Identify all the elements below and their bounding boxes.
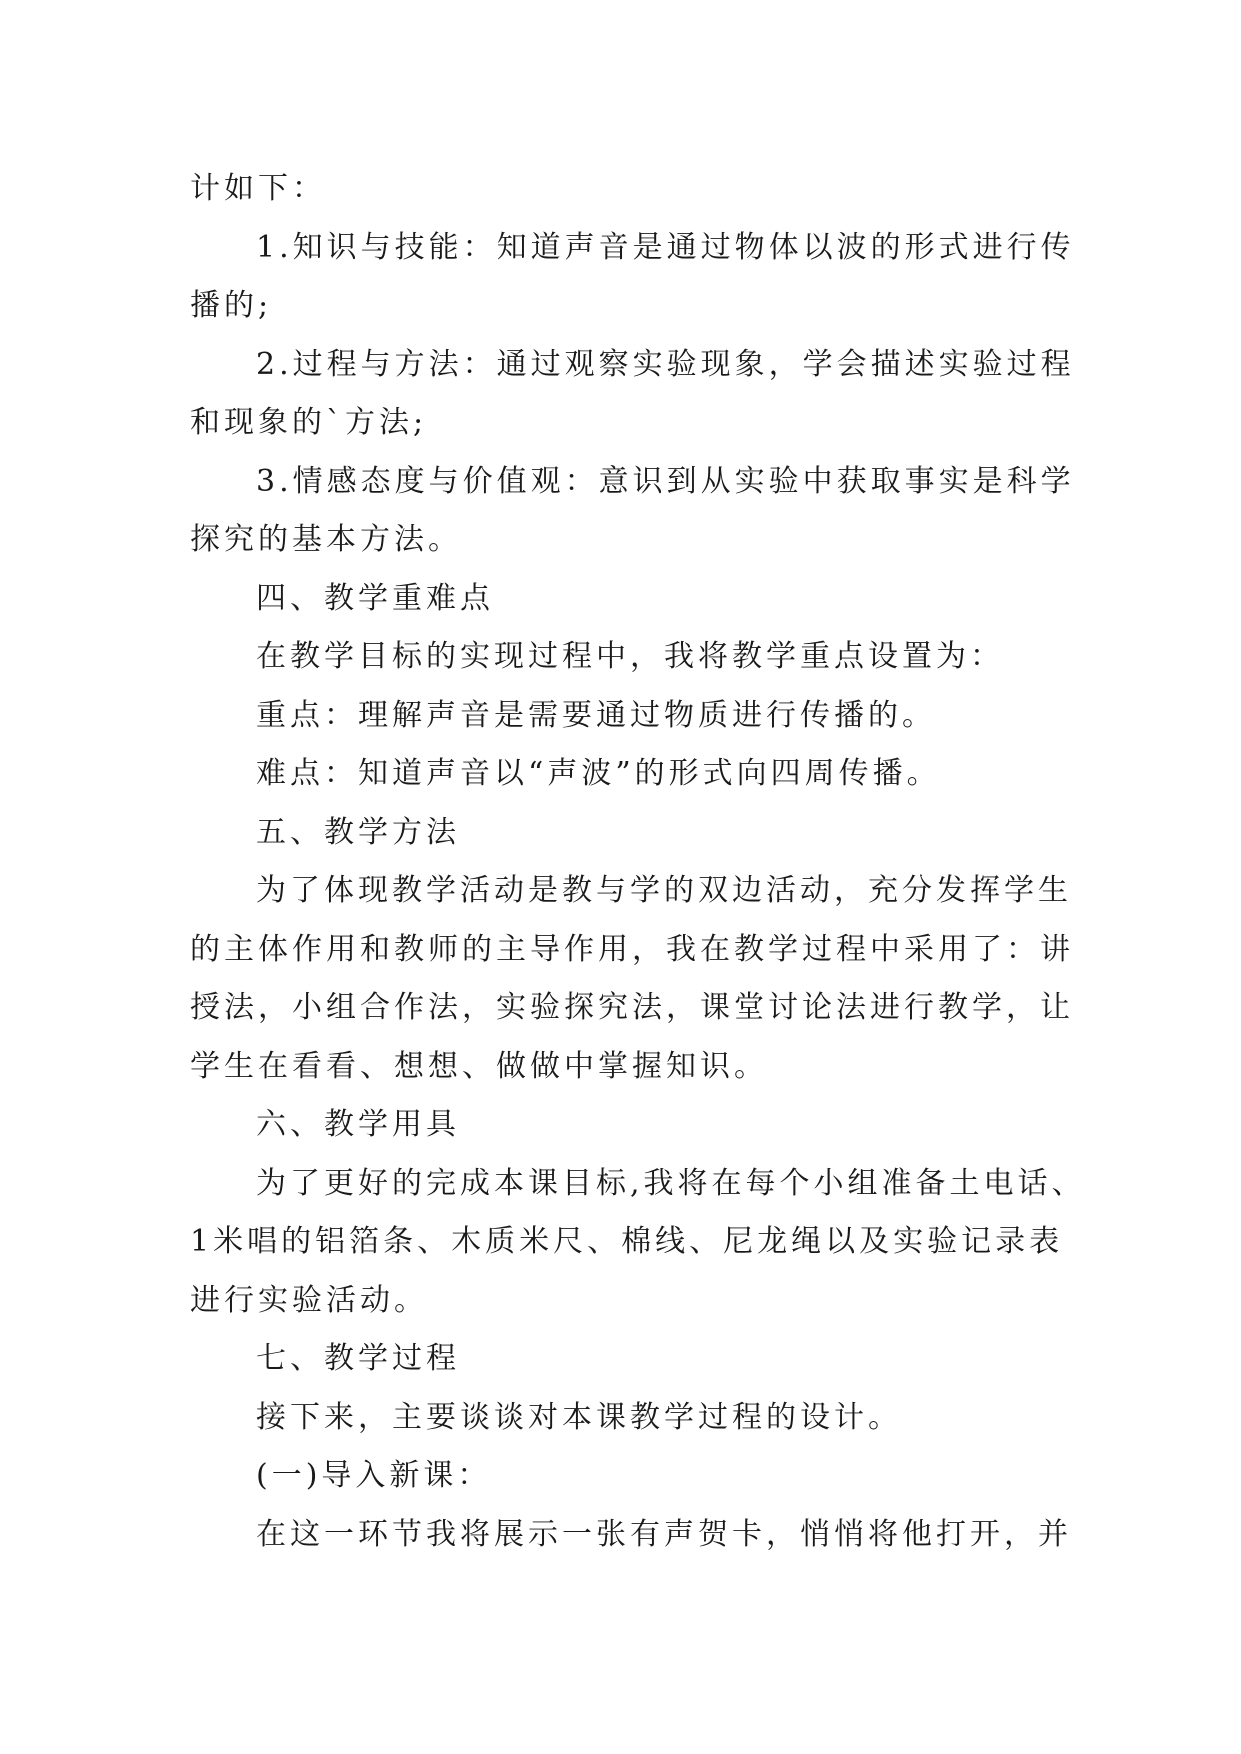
paragraph: 在这一环节我将展示一张有声贺卡，悄悄将他打开，并 [256, 1516, 1072, 1552]
text-line: 授法，小组合作法，实验探究法，课堂讨论法进行教学，让 [190, 990, 1074, 1025]
text-line: 计如下： [190, 171, 326, 206]
section-heading-process: 七、教学过程 [256, 1341, 460, 1376]
paragraph: 在教学目标的实现过程中，我将教学重点设置为： [256, 639, 1004, 674]
paragraph: 接下来，主要谈谈对本课教学过程的设计。 [256, 1399, 902, 1435]
text-line: 播的; [190, 288, 273, 323]
objective-process: 2.过程与方法：通过观察实验现象，学会描述实验过程 [256, 346, 1075, 382]
section-heading-key-points: 四、教学重难点 [256, 580, 494, 616]
objective-knowledge: 1.知识与技能：知道声音是通过物体以波的形式进行传 [256, 229, 1075, 265]
section-heading-methods: 五、教学方法 [256, 814, 460, 850]
text-line: 学生在看看、想想、做做中掌握知识。 [190, 1048, 768, 1084]
objective-attitude: 3.情感态度与价值观：意识到从实验中获取事实是科学 [256, 463, 1075, 499]
key-point: 重点：理解声音是需要通过物质进行传播的。 [256, 697, 936, 733]
text-line: 和现象的`方法; [190, 405, 428, 440]
text-line: 的主体作用和教师的主导作用，我在教学过程中采用了：讲 [190, 931, 1074, 967]
paragraph: 为了体现教学活动是教与学的双边活动，充分发挥学生 [256, 873, 1072, 908]
text-line: 1米唱的铝箔条、木质米尺、棉线、尼龙绳以及实验记录表 [190, 1224, 1064, 1259]
document-page [190, 160, 1086, 1564]
paragraph: 为了更好的完成本课目标,我将在每个小组准备土电话、 [256, 1165, 1086, 1201]
subsection-heading-intro: (一)导入新课： [256, 1458, 492, 1493]
text-line: 探究的基本方法。 [190, 522, 462, 557]
difficult-point: 难点：知道声音以“声波”的形式向四周传播。 [256, 756, 941, 791]
text-line: 进行实验活动。 [190, 1282, 428, 1318]
section-heading-tools: 六、教学用具 [256, 1107, 460, 1142]
